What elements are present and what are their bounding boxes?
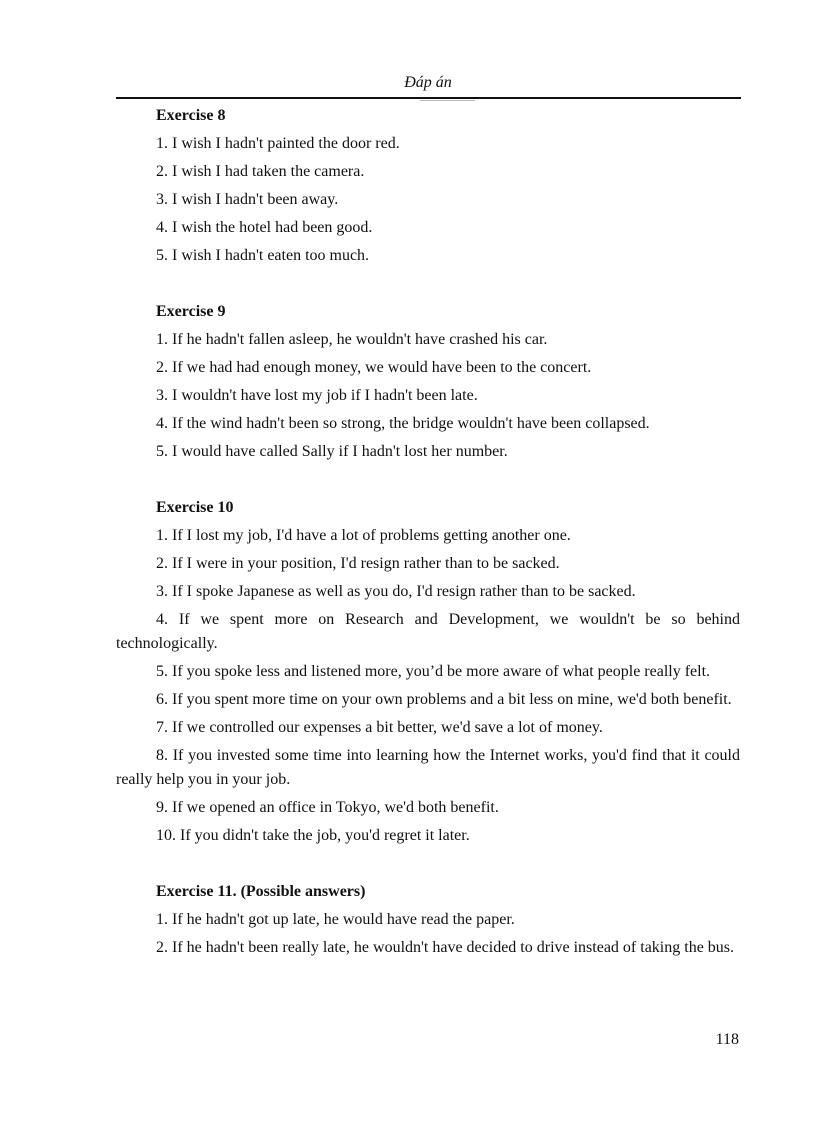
answer-item: 5. If you spoke less and listened more, you’d be more aware of what people really felt. xyxy=(156,663,711,680)
answer-item: 9. If we opened an office in Tokyo, we'd both benefit. xyxy=(156,799,499,816)
answer-item: 7. If we controlled our expenses a bit better, we'd save a lot of money. xyxy=(156,719,603,736)
answer-item: 4. I wish the hotel had been good. xyxy=(156,219,373,236)
answer-item: 1. I wish I hadn't painted the door red. xyxy=(156,135,400,152)
answer-item: 6. If you spent more time on your own problems and a bit less on mine, we'd both benefit. xyxy=(156,691,732,708)
answer-item: 10. If you didn't take the job, you'd regret it later. xyxy=(156,827,470,844)
exercise-9-section xyxy=(116,298,740,466)
answer-item: 5. I wish I hadn't eaten too much. xyxy=(156,247,370,264)
answer-item: 2. If I were in your position, I'd resign rather than to be sacked. xyxy=(156,555,560,572)
answer-item: 2. I wish I had taken the camera. xyxy=(156,163,365,180)
answer-item: 8. If you invested some time into learning how the Internet works, you'd find that it could really help you in your job. xyxy=(116,747,740,788)
exercise-title: Exercise 10 xyxy=(156,499,234,516)
answer-item: 2. If we had had enough money, we would have been to the concert. xyxy=(156,359,592,376)
answer-item: 2. If he hadn't been really late, he wouldn't have decided to drive instead of taking the bus. xyxy=(156,939,735,956)
header-rule-underline xyxy=(420,100,475,101)
answer-item: 1. If I lost my job, I'd have a lot of problems getting another one. xyxy=(156,527,571,544)
answer-item: 4. If we spent more on Research and Development, we wouldn't be so behind technologically. xyxy=(116,611,740,652)
answer-item: 3. I wouldn't have lost my job if I hadn't been late. xyxy=(156,387,478,404)
answer-item: 4. If the wind hadn't been so strong, the bridge wouldn't have been collapsed. xyxy=(156,415,650,432)
page-header-title: Đáp án xyxy=(404,74,452,91)
exercise-title: Exercise 9 xyxy=(156,303,226,320)
header-rule xyxy=(116,97,741,99)
answer-item: 1. If he hadn't got up late, he would have read the paper. xyxy=(156,911,515,928)
exercise-10-section xyxy=(116,494,740,850)
answer-item: 5. I would have called Sally if I hadn't lost her number. xyxy=(156,443,508,460)
answer-item: 1. If he hadn't fallen asleep, he wouldn't have crashed his car. xyxy=(156,331,548,348)
answer-item: 3. I wish I hadn't been away. xyxy=(156,191,339,208)
exercise-title: Exercise 8 xyxy=(156,107,226,124)
exercise-title: Exercise 11. (Possible answers) xyxy=(156,883,366,900)
exercise-8-section xyxy=(116,102,740,270)
page-number: 118 xyxy=(715,1031,739,1048)
answer-content xyxy=(116,102,740,990)
answer-item: 3. If I spoke Japanese as well as you do, I'd resign rather than to be sacked. xyxy=(156,583,636,600)
exercise-11-section xyxy=(116,878,740,962)
